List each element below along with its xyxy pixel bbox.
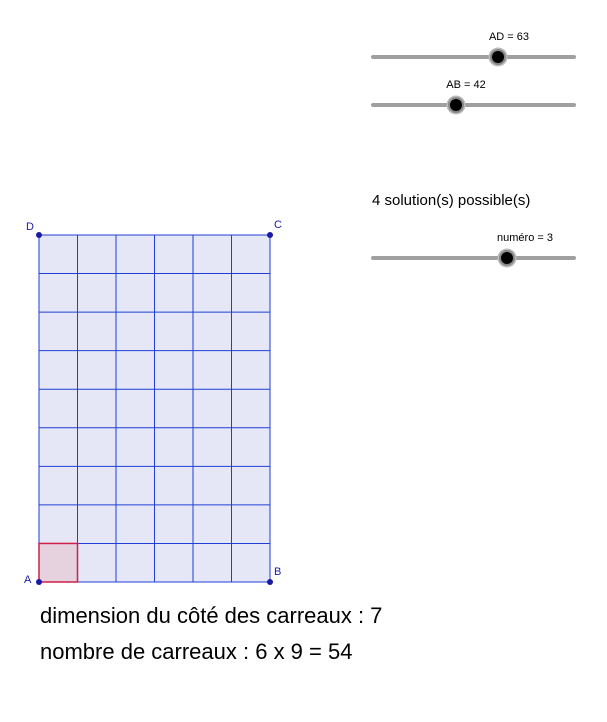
- label-point-b: B: [274, 566, 282, 578]
- point-d[interactable]: [36, 232, 42, 238]
- point-b[interactable]: [267, 579, 273, 585]
- label-point-a: A: [24, 574, 32, 586]
- slider-ab-label: AB = 42: [446, 79, 486, 91]
- label-point-c: C: [274, 219, 282, 231]
- solutions-count-text: 4 solution(s) possible(s): [372, 192, 531, 209]
- label-point-d: D: [26, 221, 34, 233]
- point-a[interactable]: [36, 579, 42, 585]
- tile-count-text: nombre de carreaux : 6 x 9 = 54: [40, 639, 353, 664]
- tile-dimension-text: dimension du côté des carreaux : 7: [40, 603, 383, 628]
- point-c[interactable]: [267, 232, 273, 238]
- slider-ad-label: AD = 63: [488, 31, 530, 43]
- slider-numero-label: numéro = 3: [497, 232, 553, 244]
- highlighted-tile: [39, 543, 78, 582]
